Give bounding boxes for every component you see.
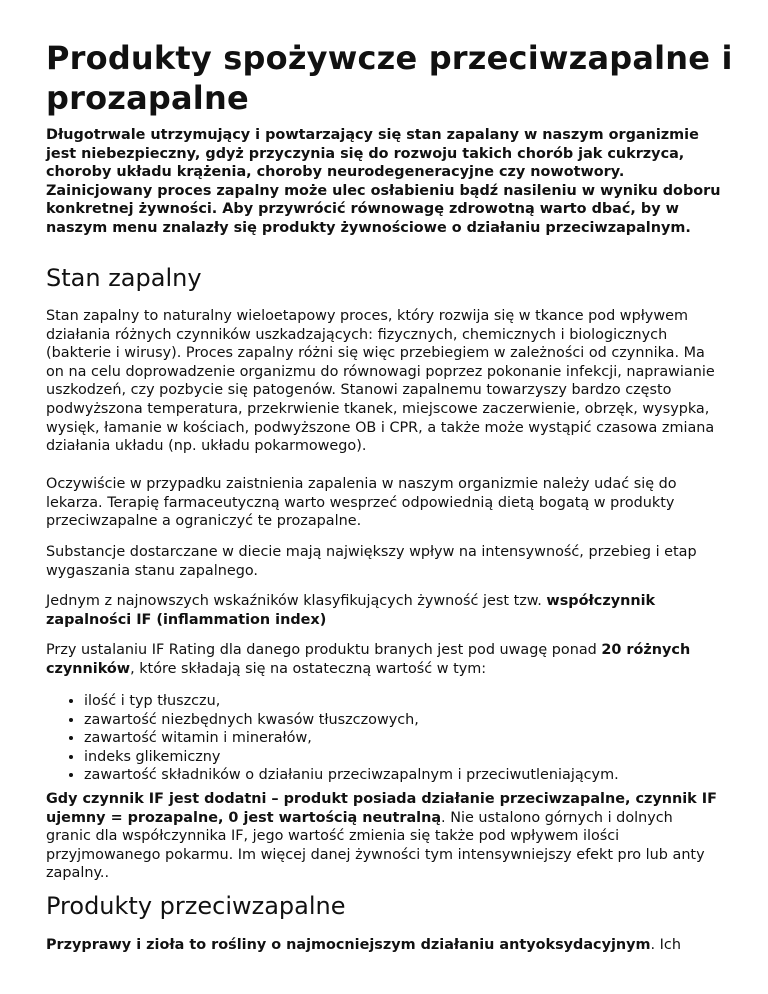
list-item: • indeks glikemiczny <box>84 748 744 767</box>
paragraph-stan-zapalny-definition: Stan zapalny to naturalny wieloetapowy proces, który rozwija się w tkance pod wpływem działania różnych czynników uszkadzających: fizycznych, chemicznych i biologicznych (bakterie i wirusy). Proces zapalny różni się więc przebiegiem w zależności od czynnika. Ma on na celu doprowadzenie organizmu do równowagi poprzez pokonanie infekcji, naprawianie uszkodzeń, czy pozbycie się patogenów. Stanowi zapalnemu towarzyszy bardzo często podwyższona temperatura, przekrwienie tkanek, miejscowe zaczerwienie, obrzęk, wysypka, wysięk, łamanie w kościach, podwyższone OB i CPR, a także może wystąpić czasowa zmiana działania układu (np. układu pokarmowego). <box>46 308 715 455</box>
section-heading-stan-zapalny: Stan zapalny <box>46 264 202 292</box>
paragraph-diet-substances: Substancje dostarczane w diecie mają największy wpływ na intensywność, przebieg i etap wygaszania stanu zapalnego. <box>46 544 697 579</box>
paragraph-doctor-advice: Oczywiście w przypadku zaistnienia zapalenia w naszym organizmie należy udać się do lekarza. Terapię farmaceutyczną warto wesprzeć odpowiednią dietą bogatą w produkty przeciwzapalne a ograniczyć te prozapalne. <box>46 476 677 530</box>
if-index-bold: współczynnik zapalności IF (inflammation index) <box>46 593 656 628</box>
spices-herbs-bold: Przyprawy i zioła to rośliny o najmocniejszym działaniu antyoksydacyjnym <box>46 937 651 953</box>
if-index-text: Jednym z najnowszych wskaźników klasyfikujących żywność jest tzw. <box>46 593 547 609</box>
page-title: Produkty spożywcze przeciwzapalne i prozapalne <box>46 39 733 117</box>
factors-list <box>46 692 744 785</box>
list-item: • zawartość niezbędnych kwasów tłuszczowych, <box>84 711 744 730</box>
paragraph-if-index <box>46 592 722 629</box>
paragraph-if-rating <box>46 641 722 678</box>
list-item: • ilość i typ tłuszczu, <box>84 692 744 711</box>
paragraph-if-sign <box>46 790 722 883</box>
paragraph-spices-herbs <box>46 936 722 955</box>
if-rating-text-2: , które składają się na ostateczną wartość w tym: <box>130 660 487 677</box>
if-sign-text: . Nie ustalono górnych i dolnych granic dla współczynnika IF, jego wartość zmienia się także pod wpływem ilości przyjmowanego pokarmu. Im więcej danej żywności tym intensywniejszy efekt pro lub anty zapalny.. <box>46 809 705 882</box>
list-item: • zawartość składników o działaniu przeciwzapalnym i przeciwutleniającym. <box>84 766 744 785</box>
lead-paragraph: Długotrwale utrzymujący i powtarzający się stan zapalany w naszym organizmie jest niebezpieczny, gdyż przyczynia się do rozwoju takich chorób jak cukrzyca, choroby układu krążenia, choroby neurodegeneracyjne czy nowotwory. Zainicjowany proces zapalny może ulec osłabieniu bądź nasileniu w wyniku doboru konkretnej żywności. Aby przywrócić równowagę zdrowotną warto dbać, by w naszym menu znalazły się produkty żywnościowe o działaniu przeciwzapalnym. <box>46 127 721 236</box>
if-rating-bold: 20 różnych czynników <box>46 642 691 677</box>
if-rating-text-1: Przy ustalaniu IF Rating dla danego produktu branych jest pod uwagę ponad <box>46 642 602 658</box>
if-sign-bold: Gdy czynnik IF jest dodatni – produkt posiada działanie przeciwzapalne, czynnik IF ujemny = prozapalne, 0 jest wartością neutralną <box>46 791 717 826</box>
section-heading-produkty-przeciwzapalne: Produkty przeciwzapalne <box>46 892 346 920</box>
spices-herbs-text: . Ich <box>650 937 681 953</box>
list-item: • zawartość witamin i minerałów, <box>84 729 744 748</box>
